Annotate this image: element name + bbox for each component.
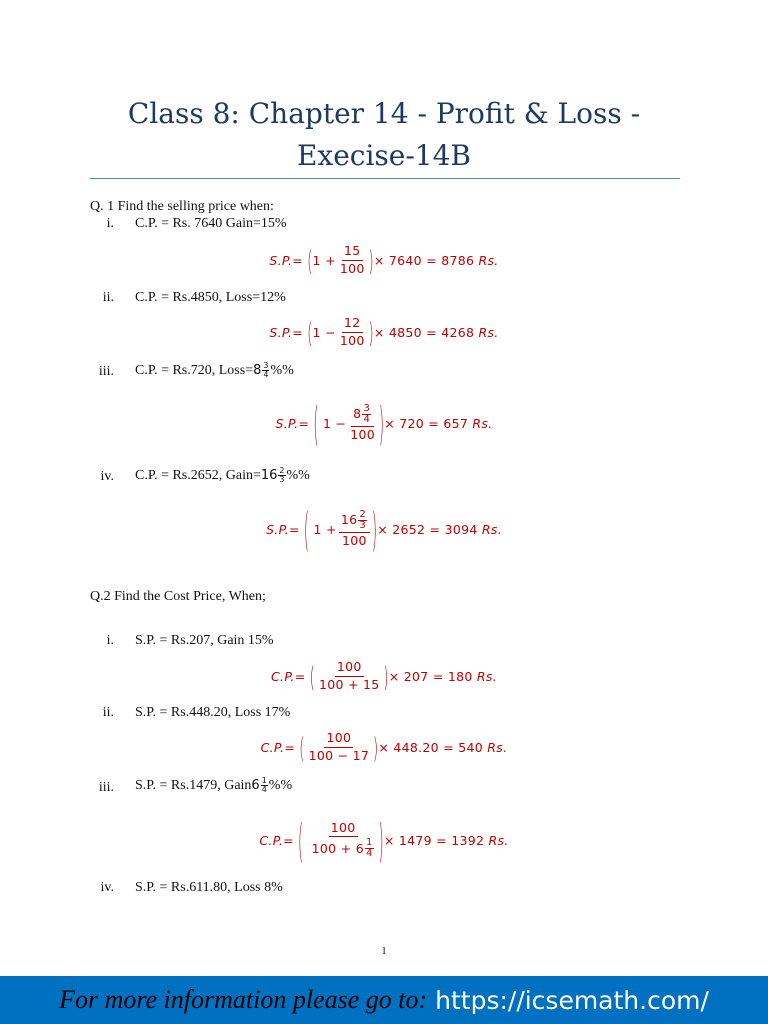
footer-text: For more information please go to: xyxy=(59,985,428,1014)
q1-item-1-equation: S.P.= ( 1 + $\frac{15}{100}$ ) × 7640 = 8786 Rs. xyxy=(269,243,499,277)
q2-item-3-number: iii. xyxy=(98,780,114,795)
q1-item-2-equation: S.P.= ( 1 − $\frac{12}{100}$ ) × 4850 = 4268 Rs. xyxy=(269,315,499,349)
q1-item-3-text: C.P. = Rs.720, Loss= 8 $\frac{3}{4}$ %% xyxy=(135,361,294,379)
q2-item-1-equation: C.P.= ( $\frac{100}{100 + 15}$ ) × 207 = 180 Rs. xyxy=(271,659,497,693)
q1-item-4-equation: S.P.= ( 1 + 16 $\frac{2}{3}$ 100 ) × 2652 = 3094 Rs. xyxy=(266,502,502,556)
page-title-line-1: Class 8: Chapter 14 - Profit & Loss - xyxy=(127,97,641,130)
footer-banner xyxy=(0,976,768,1024)
q2-item-2-number: ii. xyxy=(102,705,114,720)
q1-item-2-text: C.P. = Rs.4850, Loss=12% xyxy=(135,290,286,305)
q2-item-4-text: S.P. = Rs.611.80, Loss 8% xyxy=(135,880,283,895)
q1-item-2-number: ii. xyxy=(102,290,114,305)
page-number: 1 xyxy=(381,945,387,957)
q1-item-3-number: iii. xyxy=(98,364,114,379)
q1-item-4-number: iv. xyxy=(100,469,114,484)
q2-item-4-number: iv. xyxy=(100,880,114,895)
q2-item-2-equation: C.P.= ( $\frac{100}{100 - 17}$ ) × 448.20 = 540 Rs. xyxy=(260,730,508,764)
q2-item-2-text: S.P. = Rs.448.20, Loss 17% xyxy=(135,705,291,720)
q1-item-3-equation: S.P.= ( 1 − 8 $\frac{3}{4}$ 100 ) × 720 = 657 Rs. xyxy=(275,396,493,450)
q2-item-3-text: S.P. = Rs.1479, Gain 6 $\frac{1}{4}$ %% xyxy=(135,776,293,794)
q2-item-1-number: i. xyxy=(106,633,114,648)
q1-heading: Q. 1 Find the selling price when: xyxy=(90,199,274,214)
q2-item-1-text: S.P. = Rs.207, Gain 15% xyxy=(135,633,274,648)
q2-item-3-equation: C.P.= ( 100 100 + 6 $\frac{1}{4}$ ) × 1479 = 1392 Rs. xyxy=(259,813,509,867)
title-divider xyxy=(90,178,680,179)
q1-item-4-text: C.P. = Rs.2652, Gain= 16 $\frac{2}{3}$ %% xyxy=(135,466,310,484)
q1-item-1-text: C.P. = Rs. 7640 Gain=15% xyxy=(135,216,287,231)
q1-item-1-number: i. xyxy=(106,216,114,231)
footer-link[interactable]: https://icsemath.com/ xyxy=(435,985,709,1015)
q2-heading: Q.2 Find the Cost Price, When; xyxy=(90,589,266,604)
page-title-line-2: Execise-14B xyxy=(296,139,472,172)
